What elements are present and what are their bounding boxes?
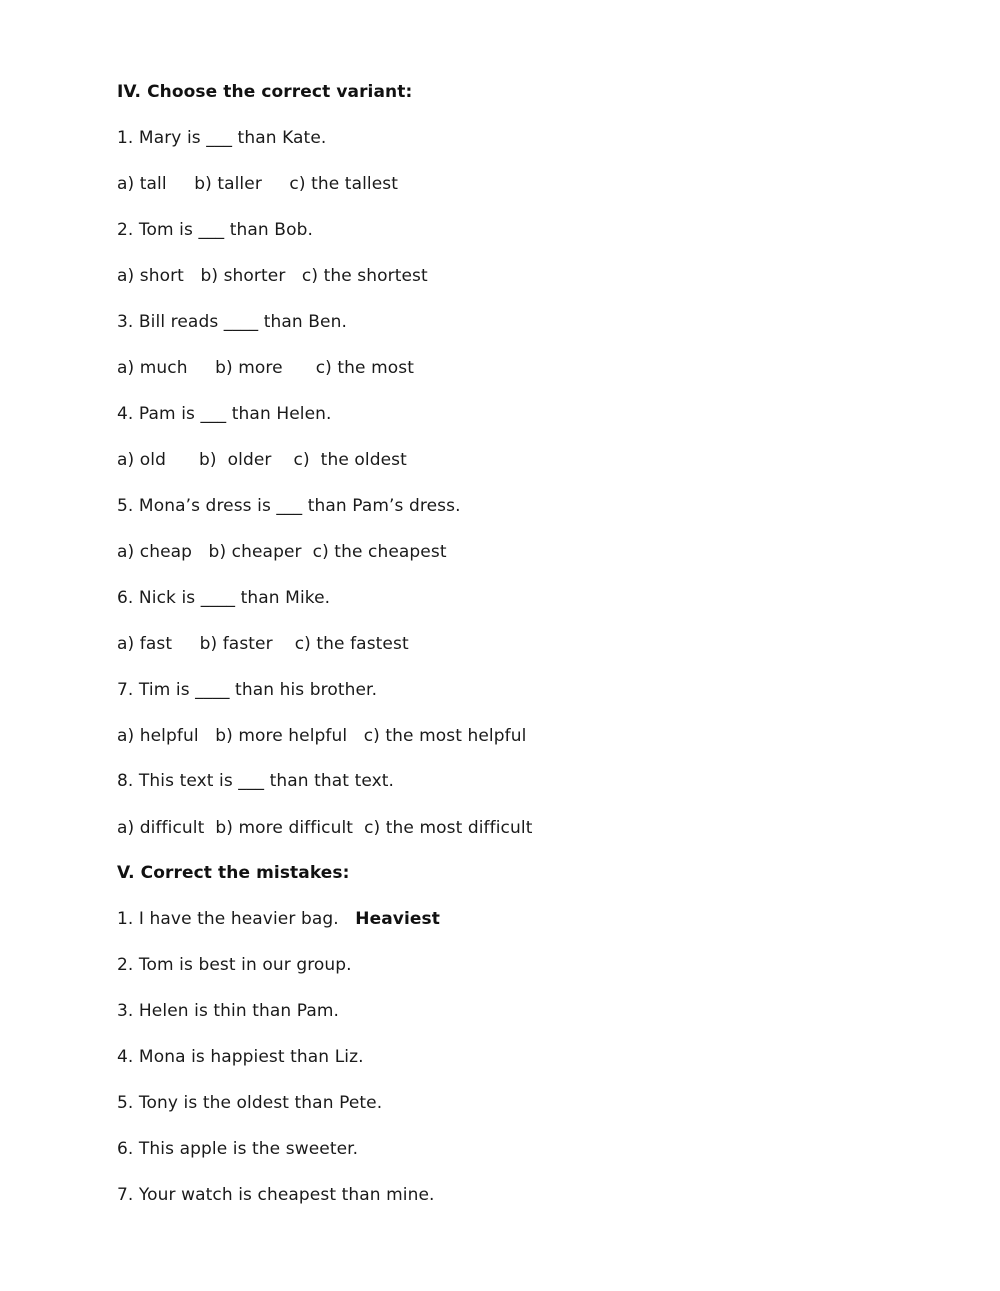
options-7: a) helpful b) more helpful c) the most helpful [117,726,527,746]
mistake-3 [117,1000,339,1022]
mistake-7 [117,1184,435,1206]
options-6: a) fast b) faster c) the fastest [117,634,409,654]
mistake-sentence: 6. This apple is the sweeter. [117,1139,359,1159]
mistake-sentence: 5. Tony is the oldest than Pete. [117,1093,383,1113]
mistake-sentence: 2. Tom is best in our group. [117,955,352,975]
mistake-sentence: 4. Mona is happiest than Liz. [117,1047,364,1067]
mistake-6 [117,1138,358,1160]
options-8: a) difficult b) more difficult c) the most difficult [117,818,533,838]
mistake-1 [117,908,440,930]
question-7: 7. Tim is ____ than his brother. [117,680,378,700]
mistake-answer: Heaviest [355,909,440,929]
mistake-4 [117,1046,364,1068]
question-8: 8. This text is ___ than that text. [117,771,395,791]
mistake-5 [117,1092,382,1114]
question-6: 6. Nick is ____ than Mike. [117,588,331,608]
mistake-sentence: 1. I have the heavier bag. [117,909,356,929]
question-5: 5. Mona’s dress is ___ than Pam’s dress. [117,496,461,516]
mistake-sentence: 3. Helen is thin than Pam. [117,1001,340,1021]
options-2: a) short b) shorter c) the shortest [117,266,428,286]
question-2: 2. Tom is ___ than Bob. [117,220,313,240]
options-5: a) cheap b) cheaper c) the cheapest [117,542,447,562]
options-3: a) much b) more c) the most [117,358,414,378]
question-4: 4. Pam is ___ than Helen. [117,404,332,424]
question-1: 1. Mary is ___ than Kate. [117,128,327,148]
section-5-heading: V. Correct the mistakes: [117,863,350,883]
mistake-2 [117,954,352,976]
mistake-sentence: 7. Your watch is cheapest than mine. [117,1185,435,1205]
options-1: a) tall b) taller c) the tallest [117,174,399,194]
section-4-heading: IV. Choose the correct variant: [117,82,413,102]
question-3: 3. Bill reads ____ than Ben. [117,312,347,332]
options-4: a) old b) older c) the oldest [117,450,407,470]
